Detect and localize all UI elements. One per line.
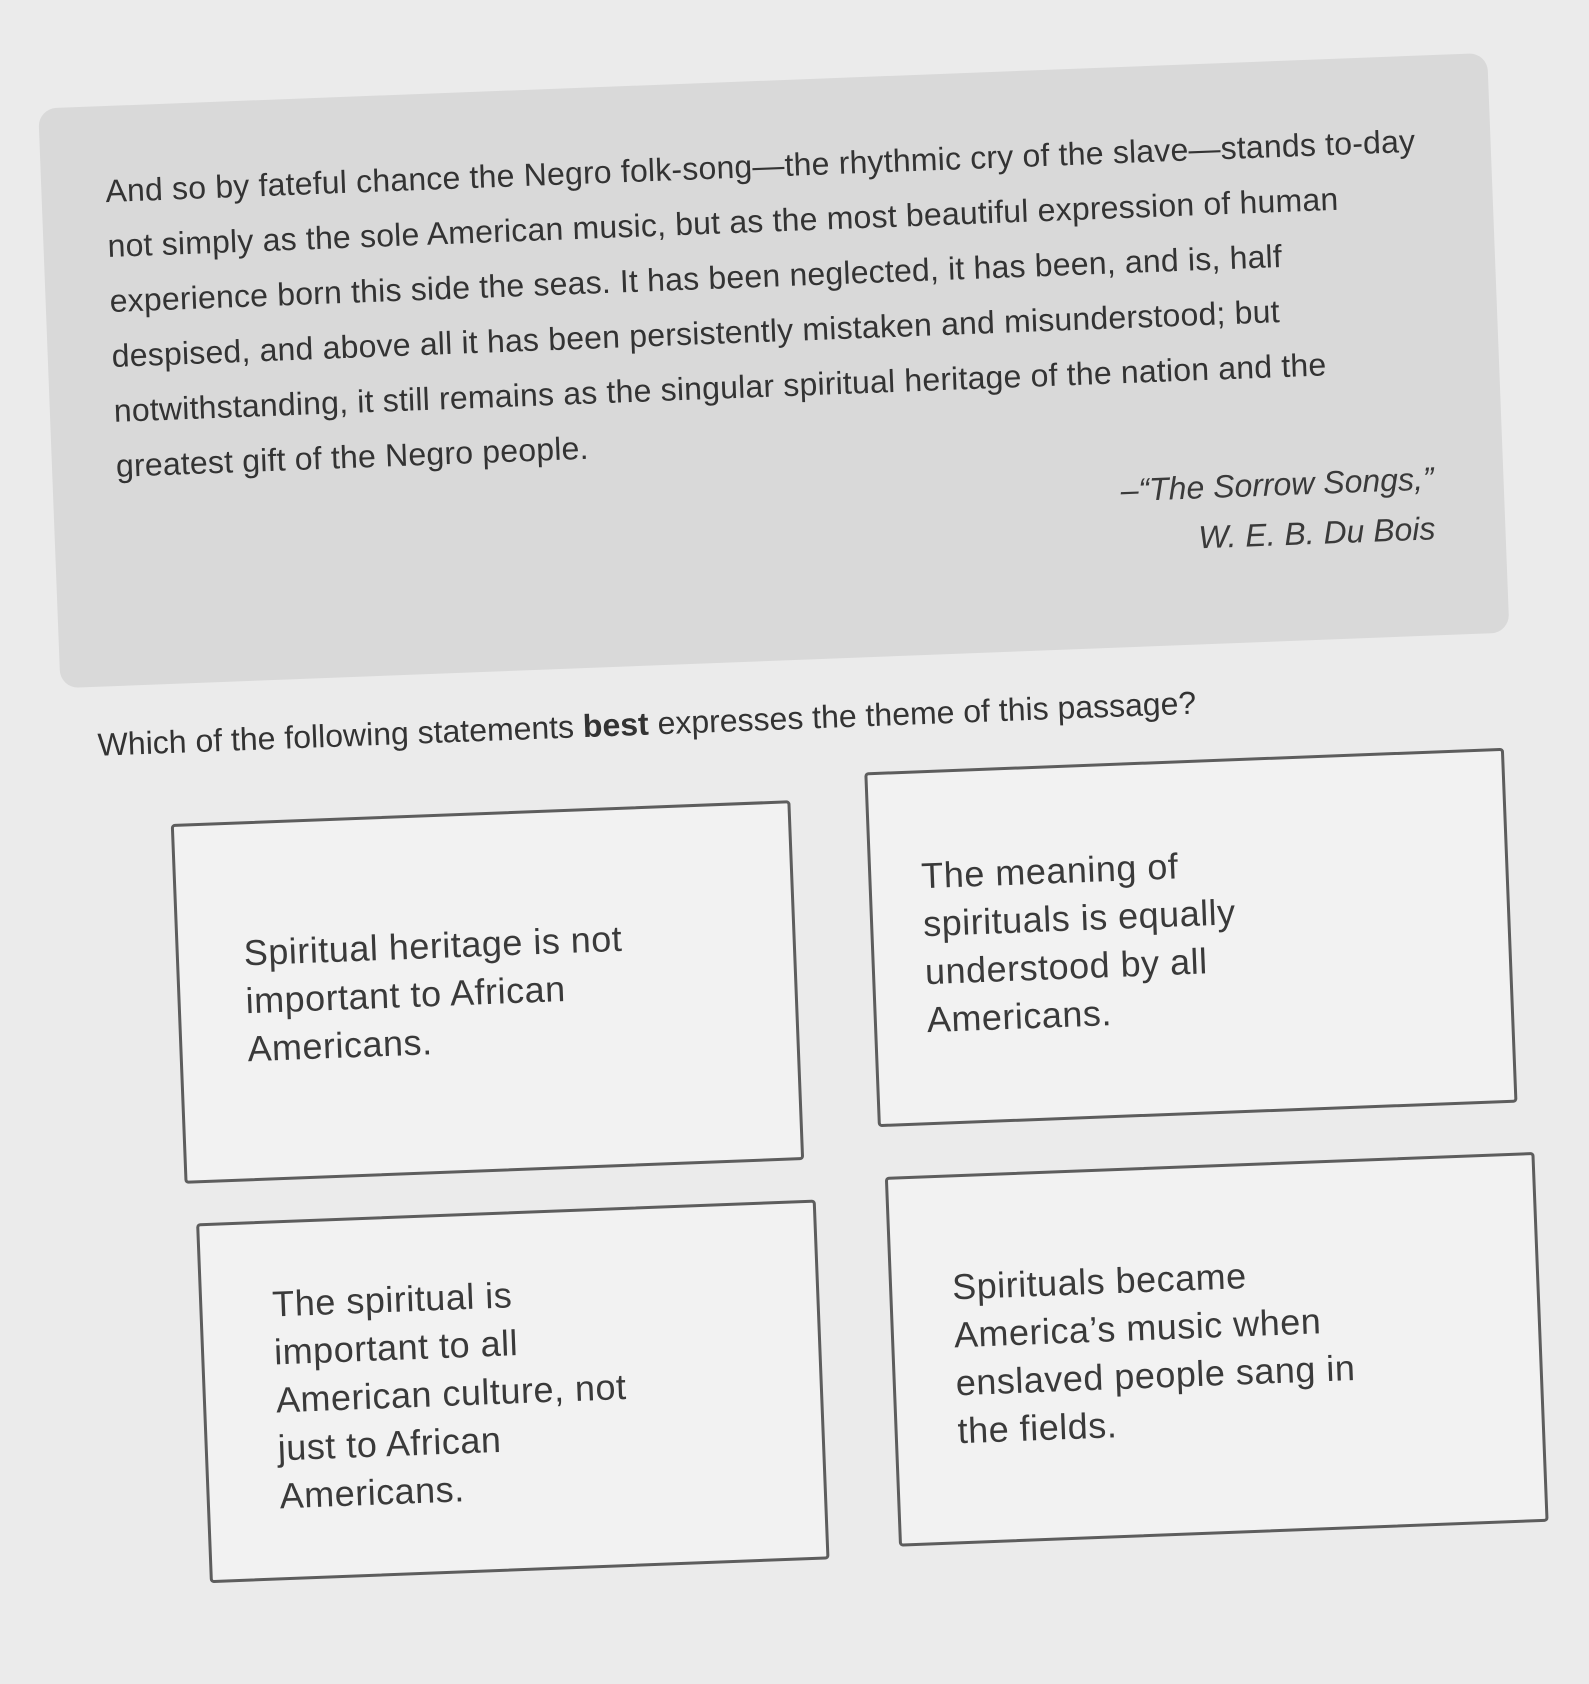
answer-choice-b[interactable]: [864, 748, 1517, 1127]
answer-choice-d[interactable]: [885, 1152, 1549, 1547]
answer-choice-c-text: The spiritual is important to all American culture, not just to African Americans.: [271, 1274, 628, 1517]
answer-choice-b-text: The meaning of spirituals is equally understood by all Americans.: [920, 844, 1237, 1040]
answer-choice-a-text: Spiritual heritage is not important to African Americans.: [242, 917, 624, 1070]
passage-panel: [38, 53, 1509, 688]
citation-source: –“The Sorrow Songs,”: [1119, 460, 1435, 509]
question-text-after: expresses the theme of this passage?: [647, 684, 1197, 742]
question-emphasis: best: [582, 705, 650, 745]
question-text-before: Which of the following statements: [96, 708, 584, 763]
citation-author: W. E. B. Du Bois: [1197, 510, 1437, 556]
answer-choice-a[interactable]: [171, 800, 804, 1184]
answer-choice-d-text: Spirituals became America’s music when enslaved people sang in the fields.: [951, 1255, 1357, 1452]
passage-text: And so by fateful chance the Negro folk-song—the rhythmic cry of the slave—stands to-day not simply as the sole American music, but as the most beautiful expression of human experience born this side the seas. It has been neglected, it has been, and is, half despised, and above all it has been persistently mistaken and misunderstood; but notwithstanding, it still remains as the singular spiritual heritage of the nation and the greatest gift of the Negro people.: [104, 122, 1416, 484]
question-prompt: [97, 685, 1197, 764]
answer-choice-c[interactable]: [196, 1200, 829, 1584]
